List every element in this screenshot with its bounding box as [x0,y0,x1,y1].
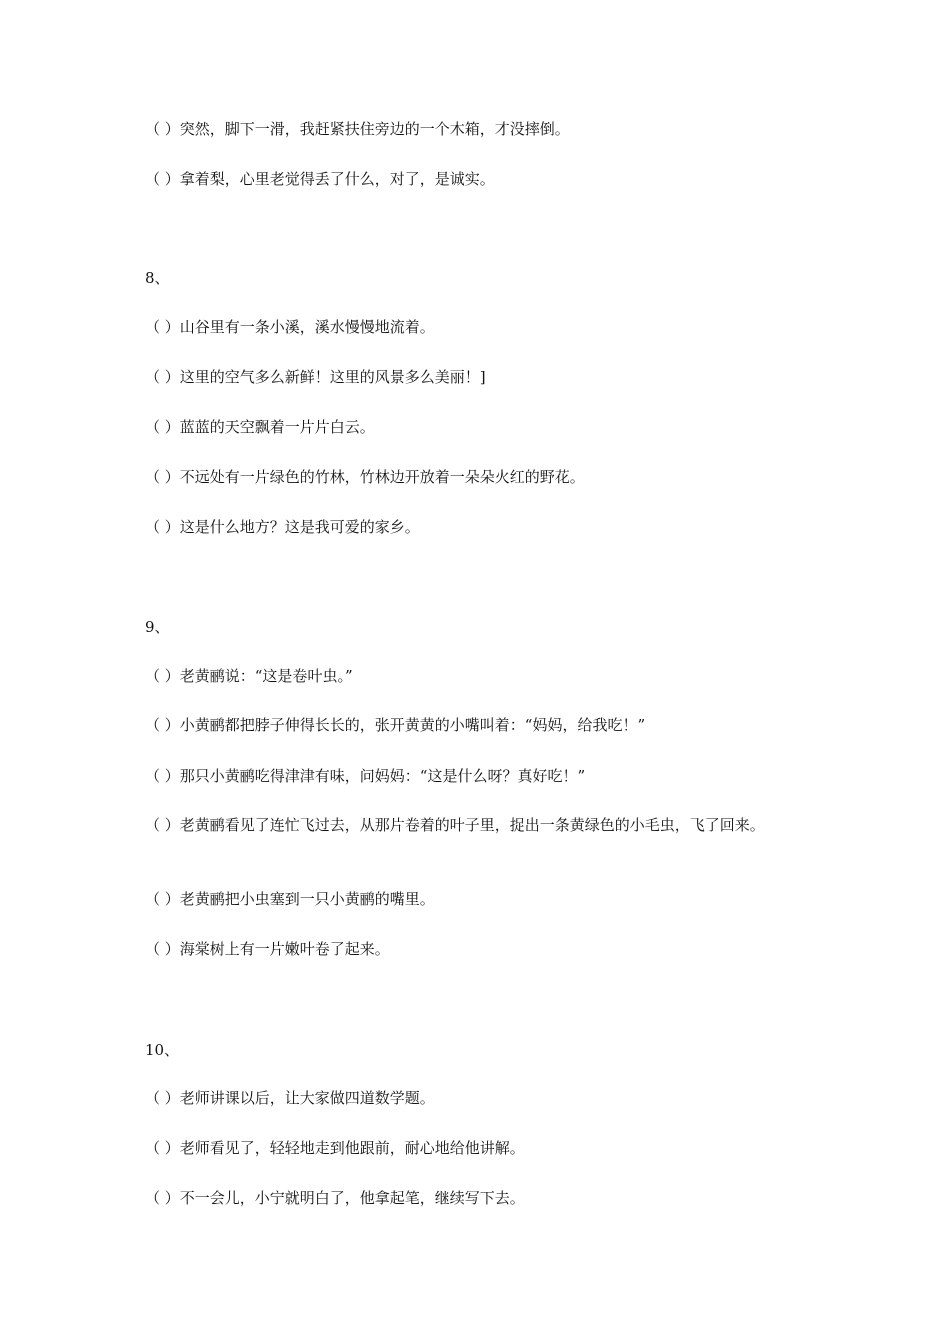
section-heading-9: 9、 [145,618,170,636]
sentence-item: （ ）山谷里有一条小溪，溪水慢慢地流着。 [145,318,435,336]
sentence-item: （ ）突然，脚下一滑，我赶紧扶住旁边的一个木箱，才没摔倒。 [145,120,570,138]
sentence-item: （ ）老黄鹂说：“这是卷叶虫。” [145,667,353,685]
sentence-item: （ ）老黄鹂把小虫塞到一只小黄鹂的嘴里。 [145,890,435,908]
section-heading-8: 8、 [145,269,170,287]
sentence-item: （ ）老师讲课以后，让大家做四道数学题。 [145,1089,435,1107]
sentence-item: （ ）老黄鹂看见了连忙飞过去，从那片卷着的叶子里，捉出一条黄绿色的小毛虫，飞了回来。 [145,816,765,834]
sentence-item: （ ）不一会儿，小宁就明白了，他拿起笔，继续写下去。 [145,1189,525,1207]
sentence-item: （ ）蓝蓝的天空飘着一片片白云。 [145,418,375,436]
sentence-item: （ ）这是什么地方？这是我可爱的家乡。 [145,518,420,536]
sentence-item: （ ）那只小黄鹂吃得津津有味，问妈妈：“这是什么呀？真好吃！” [145,767,586,785]
sentence-item: （ ）小黄鹂都把脖子伸得长长的，张开黄黄的小嘴叫着：“妈妈，给我吃！” [145,716,646,734]
sentence-item: （ ）老师看见了，轻轻地走到他跟前，耐心地给他讲解。 [145,1139,525,1157]
sentence-item: （ ）拿着梨，心里老觉得丢了什么，对了，是诚实。 [145,170,495,188]
section-heading-10: 10、 [145,1041,180,1059]
sentence-item: （ ）这里的空气多么新鲜！这里的风景多么美丽！] [145,368,486,386]
sentence-item: （ ）海棠树上有一片嫩叶卷了起来。 [145,940,390,958]
sentence-item: （ ）不远处有一片绿色的竹林，竹林边开放着一朵朵火红的野花。 [145,468,585,486]
